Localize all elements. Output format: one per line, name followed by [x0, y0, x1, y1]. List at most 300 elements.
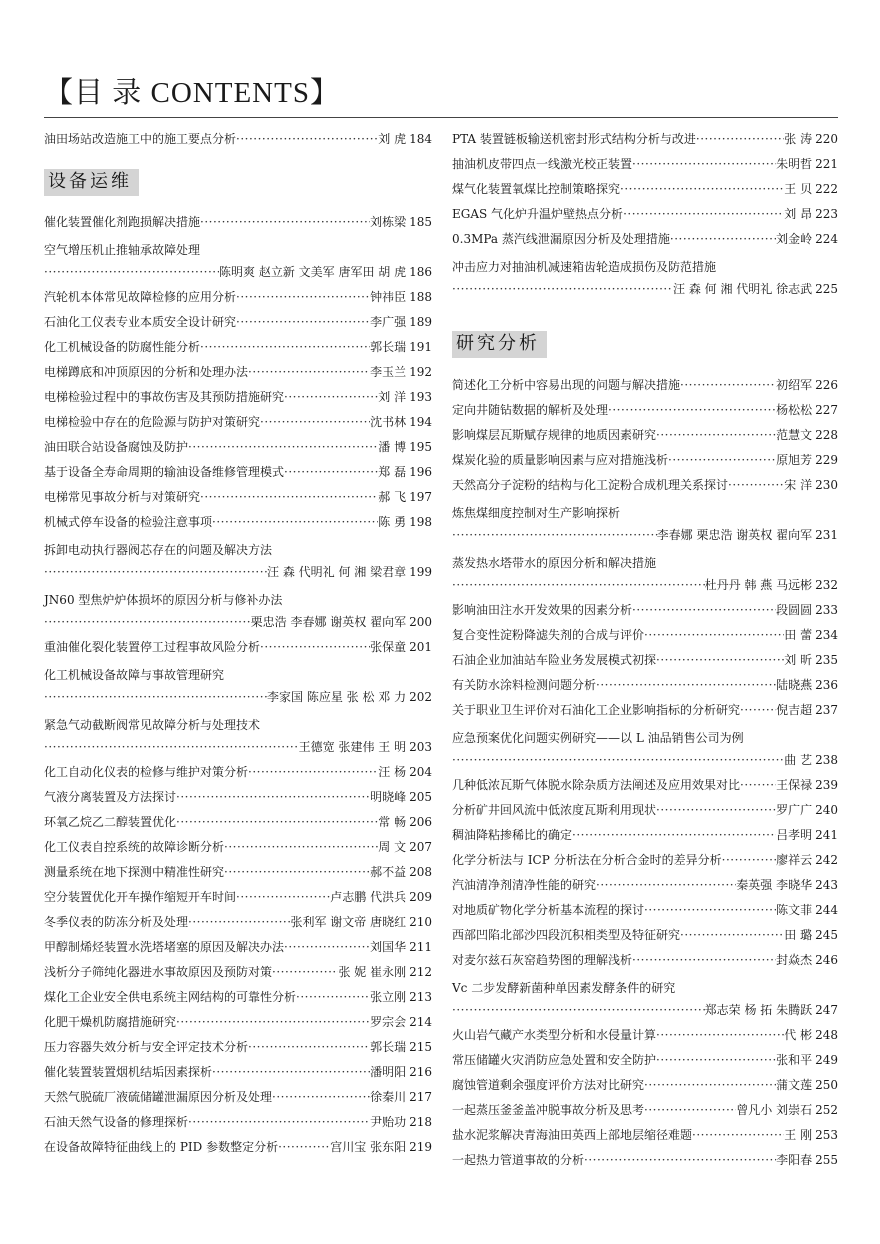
- toc-entry-page: 237: [815, 703, 838, 717]
- toc-entry-page: 215: [409, 1040, 432, 1054]
- dot-leader: [740, 778, 776, 792]
- toc-entry-page: 227: [815, 403, 838, 417]
- toc-entry-title: 盐水泥浆解决青海油田英西上部地层缩径难题: [452, 1128, 693, 1142]
- bracket-open: 【: [44, 75, 75, 109]
- toc-entry-title: 油田联合站设备腐蚀及防护: [44, 440, 189, 454]
- toc-entry-authors: 卢志鹏 代洪兵: [330, 890, 407, 904]
- toc-entry-title[interactable]: 应急预案优化问题实例研究——以 L 油品销售公司为例: [452, 731, 744, 745]
- toc-entry-authors: 陆晓燕: [776, 678, 813, 692]
- toc-entry-authors: 王 贝: [784, 182, 813, 196]
- toc-entry-title: 空分装置优化开车操作缩短开车时间: [44, 890, 237, 904]
- dot-leader: [668, 453, 776, 467]
- toc-entry-page: 216: [409, 1065, 432, 1079]
- toc-entry-title: 环氧乙烷乙二醇装置优化: [44, 815, 177, 829]
- toc-entry-title: 甲醇制烯烃装置水洗塔堵塞的原因及解决办法: [44, 940, 285, 954]
- toc-entry-title: 气液分离装置及方法探讨: [44, 790, 177, 804]
- toc-entry-authors: 周 文: [378, 840, 407, 854]
- dot-leader: [236, 290, 370, 304]
- toc-entry[interactable]: [44, 288, 432, 313]
- toc-entry[interactable]: [452, 230, 838, 255]
- toc-entry[interactable]: [452, 626, 838, 651]
- dot-leader: [248, 365, 370, 379]
- toc-entry-authors: 刘 昕: [784, 653, 813, 667]
- toc-entry-authors-line[interactable]: [44, 738, 432, 763]
- toc-entry[interactable]: [452, 851, 838, 876]
- dot-leader: [260, 415, 370, 429]
- toc-entry[interactable]: [44, 938, 432, 963]
- toc-entry-authors-line[interactable]: [452, 751, 838, 776]
- dot-leader: [656, 653, 784, 667]
- toc-entry-page: 248: [815, 1028, 838, 1042]
- toc-entry-page: 219: [409, 1140, 432, 1154]
- toc-entry-authors: 段圆圆: [776, 603, 813, 617]
- toc-entry-title: 汽油清净剂清净性能的研究: [452, 878, 597, 892]
- toc-entry-authors: 钟祎臣: [370, 290, 407, 304]
- toc-entry-page: 230: [815, 478, 838, 492]
- toc-entry[interactable]: [44, 988, 432, 1013]
- toc-entry-title: 电梯常见事故分析与对策研究: [44, 490, 201, 504]
- toc-entry-authors: 陈 勇: [378, 515, 407, 529]
- toc-entry[interactable]: [44, 913, 432, 938]
- toc-entry-title: 测量系统在地下探测中精准性研究: [44, 865, 225, 879]
- toc-entry[interactable]: [44, 1038, 432, 1063]
- dot-leader: [632, 603, 776, 617]
- toc-entry-page: 250: [815, 1078, 838, 1092]
- toc-entry-title: 催化装置催化剂跑损解决措施: [44, 215, 201, 229]
- toc-entry-page: 225: [815, 282, 838, 296]
- toc-entry-title: 压力容器失效分析与安全评定技术分析: [44, 1040, 249, 1054]
- toc-entry-authors: 尹贻功: [370, 1115, 407, 1129]
- toc-entry[interactable]: [44, 363, 432, 388]
- toc-entry-page: 238: [815, 753, 838, 767]
- toc-entry[interactable]: [44, 1063, 432, 1088]
- toc-entry-page: 217: [409, 1090, 432, 1104]
- toc-entry-page: 232: [815, 578, 838, 592]
- toc-entry-title: 影响油田注水开发效果的因素分析: [452, 603, 633, 617]
- toc-entry-title: 电梯检验过程中的事故伤害及其预防措施研究: [44, 390, 285, 404]
- toc-entry-authors: 杨松松: [776, 403, 813, 417]
- toc-entry[interactable]: [44, 213, 432, 238]
- toc-entry-authors: 田 蕾: [784, 628, 813, 642]
- toc-entry[interactable]: [44, 813, 432, 838]
- toc-entry-authors-line[interactable]: [452, 280, 838, 305]
- toc-entry[interactable]: [44, 888, 432, 913]
- toc-entry-authors: 曲 艺: [784, 753, 813, 767]
- toc-entry-authors: 杜丹丹 韩 燕 马远彬: [704, 578, 813, 592]
- toc-entry-title: 化工自动化仪表的检修与维护对策分析: [44, 765, 249, 779]
- toc-entry-page: 235: [815, 653, 838, 667]
- toc-entry-page: 252: [815, 1103, 838, 1117]
- toc-entry-page: 226: [815, 378, 838, 392]
- toc-entry-page: 207: [409, 840, 432, 854]
- toc-entry-page: 200: [409, 615, 432, 629]
- toc-entry-authors: 沈书林: [370, 415, 407, 429]
- toc-entry-page: 236: [815, 678, 838, 692]
- dot-leader: [596, 678, 776, 692]
- toc-entry-authors: 朱明哲: [776, 157, 813, 171]
- toc-entry-title: 石油化工仪表专业本质安全设计研究: [44, 315, 237, 329]
- toc-entry-title: 火山岩气藏产水类型分析和水侵量计算: [452, 1028, 657, 1042]
- dot-leader: [452, 1003, 705, 1017]
- toc-entry-page: 198: [409, 515, 432, 529]
- toc-entry-authors: 刘国华: [370, 940, 407, 954]
- toc-entry-authors: 栗忠浩 李春娜 谢英权 翟向军: [250, 615, 407, 629]
- dot-leader: [452, 578, 705, 592]
- toc-entry-page: 185: [409, 215, 432, 229]
- toc-entry-authors: 宫川宝 张东阳: [330, 1140, 407, 1154]
- toc-entry-authors: 陈明爽 赵立新 文美军 唐军田 胡 虎: [219, 265, 407, 279]
- dot-leader: [176, 815, 378, 829]
- toc-entry-title: 影响煤层瓦斯赋存规律的地质因素研究: [452, 428, 657, 442]
- toc-entry-page: 246: [815, 953, 838, 967]
- toc-entry-authors-line[interactable]: [44, 263, 432, 288]
- toc-entry-title[interactable]: 空气增压机止推轴承故障处理: [44, 243, 201, 257]
- toc-left-column: [44, 130, 432, 1163]
- toc-entry[interactable]: [44, 338, 432, 363]
- toc-entry-title[interactable]: 冲击应力对抽油机减速箱齿轮造成损伤及防范措施: [452, 260, 717, 274]
- toc-entry-title: 煤气化装置氧煤比控制策略探究: [452, 182, 621, 196]
- toc-entry-page: 233: [815, 603, 838, 617]
- dot-leader: [284, 465, 378, 479]
- toc-entry-page: 243: [815, 878, 838, 892]
- dot-leader: [212, 1065, 370, 1079]
- toc-entry-authors: 刘 虎: [378, 132, 407, 146]
- dot-leader: [212, 515, 378, 529]
- toc-entry[interactable]: [452, 651, 838, 676]
- toc-entry[interactable]: [44, 1013, 432, 1038]
- toc-entry[interactable]: [452, 901, 838, 926]
- dot-leader: [278, 1140, 330, 1154]
- toc-entry-page: 221: [815, 157, 838, 171]
- toc-entry-page: 210: [409, 915, 432, 929]
- toc-entry-page: 242: [815, 853, 838, 867]
- toc-entry-authors: 刘金岭: [776, 232, 813, 246]
- toc-entry-title[interactable]: JN60 型焦炉炉体损坏的原因分析与修补办法: [44, 593, 283, 607]
- dot-leader: [236, 315, 370, 329]
- dot-leader: [44, 615, 251, 629]
- toc-entry-title: 石油企业加油站车险业务发展模式初探: [452, 653, 657, 667]
- toc-entry-page: 220: [815, 132, 838, 146]
- dot-leader: [188, 915, 290, 929]
- dot-leader: [632, 953, 776, 967]
- toc-entry[interactable]: [452, 801, 838, 826]
- dot-leader: [200, 340, 370, 354]
- toc-entry[interactable]: [452, 876, 838, 901]
- toc-entry-authors: 封焱杰: [776, 953, 813, 967]
- toc-entry-authors: 蒲文莲: [776, 1078, 813, 1092]
- dot-leader: [644, 1103, 736, 1117]
- toc-entry-authors: 李家国 陈应星 张 松 邓 力: [267, 690, 407, 704]
- toc-entry-authors: 陈文菲: [776, 903, 813, 917]
- toc-entry[interactable]: [44, 1088, 432, 1113]
- dot-leader: [224, 865, 370, 879]
- toc-entry-authors: 郭长瑞: [370, 1040, 407, 1054]
- toc-entry[interactable]: [452, 926, 838, 951]
- toc-entry-authors: 刘 洋: [378, 390, 407, 404]
- dot-leader: [200, 215, 370, 229]
- dot-leader: [644, 1078, 776, 1092]
- toc-entry[interactable]: [452, 376, 838, 401]
- dot-leader: [656, 428, 776, 442]
- toc-entry-title: 天然气脱硫厂液硫储罐泄漏原因分析及处理: [44, 1090, 273, 1104]
- toc-entry[interactable]: [452, 701, 838, 726]
- dot-leader: [236, 890, 330, 904]
- toc-entry-title[interactable]: Vc 二步发酵新菌种单因素发酵条件的研究: [452, 981, 676, 995]
- toc-entry-title: 化学分析法与 ICP 分析法在分析合金时的差异分析: [452, 853, 722, 867]
- toc-entry-page: 223: [815, 207, 838, 221]
- toc-entry-title: 机械式停车设备的检验注意事项: [44, 515, 213, 529]
- dot-leader: [284, 940, 370, 954]
- toc-entry-authors-line[interactable]: [44, 563, 432, 588]
- toc-entry-page: 224: [815, 232, 838, 246]
- toc-entry-authors: 初绍军: [776, 378, 813, 392]
- toc-entry-title: 汽轮机本体常见故障检修的应用分析: [44, 290, 237, 304]
- bracket-close: 】: [309, 75, 340, 109]
- toc-entry-authors: 郝不益: [370, 865, 407, 879]
- dot-leader: [452, 753, 784, 767]
- toc-entry-authors: 汪 森 代明礼 何 湘 梁君章: [267, 565, 407, 579]
- toc-entry[interactable]: [44, 838, 432, 863]
- toc-entry-page: 201: [409, 640, 432, 654]
- toc-entry[interactable]: [452, 951, 838, 976]
- toc-entry-page: 229: [815, 453, 838, 467]
- toc-entry-authors: 王 刚: [784, 1128, 813, 1142]
- toc-entry-page: 197: [409, 490, 432, 504]
- toc-entry-page: 189: [409, 315, 432, 329]
- toc-entry[interactable]: [44, 863, 432, 888]
- toc-entry-authors: 张立刚: [370, 990, 407, 1004]
- toc-entry[interactable]: [44, 413, 432, 438]
- toc-entry[interactable]: [452, 1026, 838, 1051]
- toc-entry-page: 209: [409, 890, 432, 904]
- toc-entry-authors-line[interactable]: [452, 576, 838, 601]
- toc-entry-title[interactable]: 化工机械设备故障与事故管理研究: [44, 668, 225, 682]
- dot-leader: [632, 157, 776, 171]
- dot-leader: [656, 1053, 776, 1067]
- dot-leader: [284, 390, 378, 404]
- toc-entry-title: 煤化工企业安全供电系统主网结构的可靠性分析: [44, 990, 297, 1004]
- dot-leader: [596, 878, 736, 892]
- toc-entry-page: 194: [409, 415, 432, 429]
- toc-entry-page: 191: [409, 340, 432, 354]
- toc-entry-title: 0.3MPa 蒸汽线泄漏原因分析及处理措施: [452, 232, 670, 246]
- toc-entry[interactable]: [452, 426, 838, 451]
- toc-entry-authors: 王德宽 张建伟 王 明: [298, 740, 407, 754]
- toc-entry-authors: 明晓峰: [370, 790, 407, 804]
- toc-entry[interactable]: [452, 1051, 838, 1076]
- toc-entry-page: 199: [409, 565, 432, 579]
- toc-entry[interactable]: [452, 130, 838, 155]
- dot-leader: [44, 265, 219, 279]
- dot-leader: [44, 690, 267, 704]
- dot-leader: [248, 765, 378, 779]
- dot-leader: [656, 803, 776, 817]
- toc-entry-authors: 罗宗会: [370, 1015, 407, 1029]
- toc-entry-page: 247: [815, 1003, 838, 1017]
- toc-entry[interactable]: [452, 451, 838, 476]
- dot-leader: [572, 828, 776, 842]
- toc-entry[interactable]: [452, 676, 838, 701]
- toc-entry-authors: 曾凡小 刘崇石: [736, 1103, 813, 1117]
- toc-entry[interactable]: [44, 388, 432, 413]
- toc-entry-page: 188: [409, 290, 432, 304]
- dot-leader: [296, 990, 370, 1004]
- toc-entry-title: 冬季仪表的防冻分析及处理: [44, 915, 189, 929]
- toc-entry-authors: 郑 磊: [378, 465, 407, 479]
- toc-entry-title: 对地质矿物化学分析基本流程的探讨: [452, 903, 645, 917]
- dot-leader: [248, 1040, 370, 1054]
- toc-entry-page: 218: [409, 1115, 432, 1129]
- toc-entry-authors: 潘 博: [378, 440, 407, 454]
- dot-leader: [696, 132, 784, 146]
- toc-entry[interactable]: [44, 963, 432, 988]
- toc-entry-authors-line[interactable]: [452, 526, 838, 551]
- toc-entry-title: 抽油机皮带四点一线激光校正装置: [452, 157, 633, 171]
- toc-entry-title: PTA 装置链板输送机密封形式结构分析与改进: [452, 132, 696, 146]
- toc-entry-authors: 刘 昂: [784, 207, 813, 221]
- toc-entry-page: 206: [409, 815, 432, 829]
- dot-leader: [452, 282, 673, 296]
- toc-entry-page: 255: [815, 1153, 838, 1167]
- toc-entry-page: 192: [409, 365, 432, 379]
- toc-entry-page: 253: [815, 1128, 838, 1142]
- dot-leader: [620, 182, 784, 196]
- toc-entry[interactable]: [452, 401, 838, 426]
- section-heading: 研究分析: [452, 331, 547, 358]
- toc-entry-page: 202: [409, 690, 432, 704]
- dot-leader: [728, 478, 784, 492]
- toc-entry-title: 有关防水涂料检测问题分析: [452, 678, 597, 692]
- dot-leader: [224, 840, 378, 854]
- dot-leader: [188, 1115, 370, 1129]
- toc-entry-authors-line[interactable]: [452, 1001, 838, 1026]
- toc-entry-title: 对麦尔兹石灰窑趋势图的理解浅析: [452, 953, 633, 967]
- toc-entry-title[interactable]: 炼焦煤细度控制对生产影响探析: [452, 506, 621, 520]
- toc-entry[interactable]: [452, 1076, 838, 1101]
- toc-entry-authors: 李阳春: [776, 1153, 813, 1167]
- toc-entry-page: 231: [815, 528, 838, 542]
- toc-entry-page: 228: [815, 428, 838, 442]
- toc-entry-authors: 代 彬: [784, 1028, 813, 1042]
- toc-entry-page: 214: [409, 1015, 432, 1029]
- toc-entry[interactable]: [452, 601, 838, 626]
- dot-leader: [680, 928, 784, 942]
- dot-leader: [188, 440, 378, 454]
- dot-leader: [272, 1090, 370, 1104]
- toc-entry-page: 240: [815, 803, 838, 817]
- toc-entry[interactable]: [44, 313, 432, 338]
- toc-entry-authors: 刘栋梁: [370, 215, 407, 229]
- dot-leader: [44, 565, 267, 579]
- toc-entry-authors-line[interactable]: [44, 613, 432, 638]
- toc-entry-authors: 罗广广: [776, 803, 813, 817]
- dot-leader: [176, 1015, 370, 1029]
- toc-entry-title: 在设备故障特征曲线上的 PID 参数整定分析: [44, 1140, 279, 1154]
- toc-entry-authors: 张 涛: [784, 132, 813, 146]
- toc-entry-page: 196: [409, 465, 432, 479]
- contents-header: [44, 70, 340, 111]
- toc-entry-authors: 李广强: [370, 315, 407, 329]
- toc-entry-page: 193: [409, 390, 432, 404]
- dot-leader: [680, 378, 776, 392]
- toc-entry-authors: 廖祥云: [776, 853, 813, 867]
- toc-entry[interactable]: [452, 476, 838, 501]
- toc-entry-page: 249: [815, 1053, 838, 1067]
- toc-entry-authors: 郑志荣 杨 拓 朱腾跃: [704, 1003, 813, 1017]
- section-heading: 设备运维: [44, 169, 139, 196]
- toc-entry-title: 一起热力管道事故的分析: [452, 1153, 585, 1167]
- toc-entry-title[interactable]: 蒸发热水塔带水的原因分析和解决措施: [452, 556, 657, 570]
- toc-entry-title[interactable]: 拆卸电动执行器阀芯存在的问题及解决方法: [44, 543, 273, 557]
- toc-entry-title: 腐蚀管道剩余强度评价方法对比研究: [452, 1078, 645, 1092]
- toc-entry-title: 浅析分子筛纯化器进水事故原因及预防对策: [44, 965, 273, 979]
- toc-entry-authors: 汪 森 何 湘 代明礼 徐志武: [673, 282, 813, 296]
- toc-entry-page: 195: [409, 440, 432, 454]
- toc-entry[interactable]: [452, 1126, 838, 1151]
- toc-entry-title: 关于职业卫生评价对石油化工企业影响指标的分析研究: [452, 703, 741, 717]
- toc-entry-title: 重油催化裂化装置停工过程事故风险分析: [44, 640, 261, 654]
- toc-entry-title: 几种低浓瓦斯气体脱水除杂质方法阐述及应用效果对比: [452, 778, 741, 792]
- toc-entry[interactable]: [44, 463, 432, 488]
- toc-entry-title: 分析矿井回风流中低浓度瓦斯利用现状: [452, 803, 657, 817]
- toc-entry-title: 简述化工分析中容易出现的问题与解决措施: [452, 378, 681, 392]
- toc-entry[interactable]: [452, 1101, 838, 1126]
- toc-entry[interactable]: [44, 438, 432, 463]
- toc-entry[interactable]: [452, 205, 838, 230]
- toc-entry[interactable]: [44, 788, 432, 813]
- toc-entry-authors: 汪 杨: [378, 765, 407, 779]
- toc-right-column: [452, 130, 838, 1176]
- toc-entry-title: 化工仪表自控系统的故障诊断分析: [44, 840, 225, 854]
- dot-leader: [584, 1153, 776, 1167]
- toc-entry[interactable]: [452, 826, 838, 851]
- toc-entry[interactable]: [452, 1151, 838, 1176]
- toc-entry-authors: 秦英强 李晓华: [736, 878, 813, 892]
- toc-entry-authors: 郝 飞: [378, 490, 407, 504]
- dot-leader: [200, 490, 378, 504]
- toc-entry-authors: 张保童: [370, 640, 407, 654]
- toc-entry[interactable]: [44, 130, 432, 155]
- toc-entry-authors: 张 妮 崔永刚: [338, 965, 407, 979]
- toc-entry[interactable]: [44, 763, 432, 788]
- toc-entry-title: 稠油降粘掺稀比的确定: [452, 828, 573, 842]
- toc-entry[interactable]: [44, 1113, 432, 1138]
- toc-entry-authors: 原旭芳: [776, 453, 813, 467]
- toc-entry[interactable]: [452, 776, 838, 801]
- toc-entry[interactable]: [44, 638, 432, 663]
- toc-entry-authors: 张利军 谢文帝 唐晓红: [290, 915, 407, 929]
- toc-entry-title: 一起蒸压釜釜盖冲脱事故分析及思考: [452, 1103, 645, 1117]
- toc-entry-page: 211: [409, 940, 432, 954]
- dot-leader: [452, 528, 657, 542]
- toc-entry-authors: 吕孝明: [776, 828, 813, 842]
- dot-leader: [608, 403, 776, 417]
- dot-leader: [260, 640, 370, 654]
- dot-leader: [623, 207, 784, 221]
- toc-entry[interactable]: [44, 1138, 432, 1163]
- toc-entry-title[interactable]: 紧急气动截断阀常见故障分析与处理技术: [44, 718, 261, 732]
- dot-leader: [670, 232, 776, 246]
- toc-entry[interactable]: [44, 513, 432, 538]
- toc-entry-authors-line[interactable]: [44, 688, 432, 713]
- toc-entry[interactable]: [452, 155, 838, 180]
- toc-entry-authors: 倪吉超: [776, 703, 813, 717]
- dot-leader: [644, 628, 784, 642]
- toc-entry[interactable]: [44, 488, 432, 513]
- toc-entry-page: 203: [409, 740, 432, 754]
- toc-entry[interactable]: [452, 180, 838, 205]
- toc-entry-authors: 宋 洋: [784, 478, 813, 492]
